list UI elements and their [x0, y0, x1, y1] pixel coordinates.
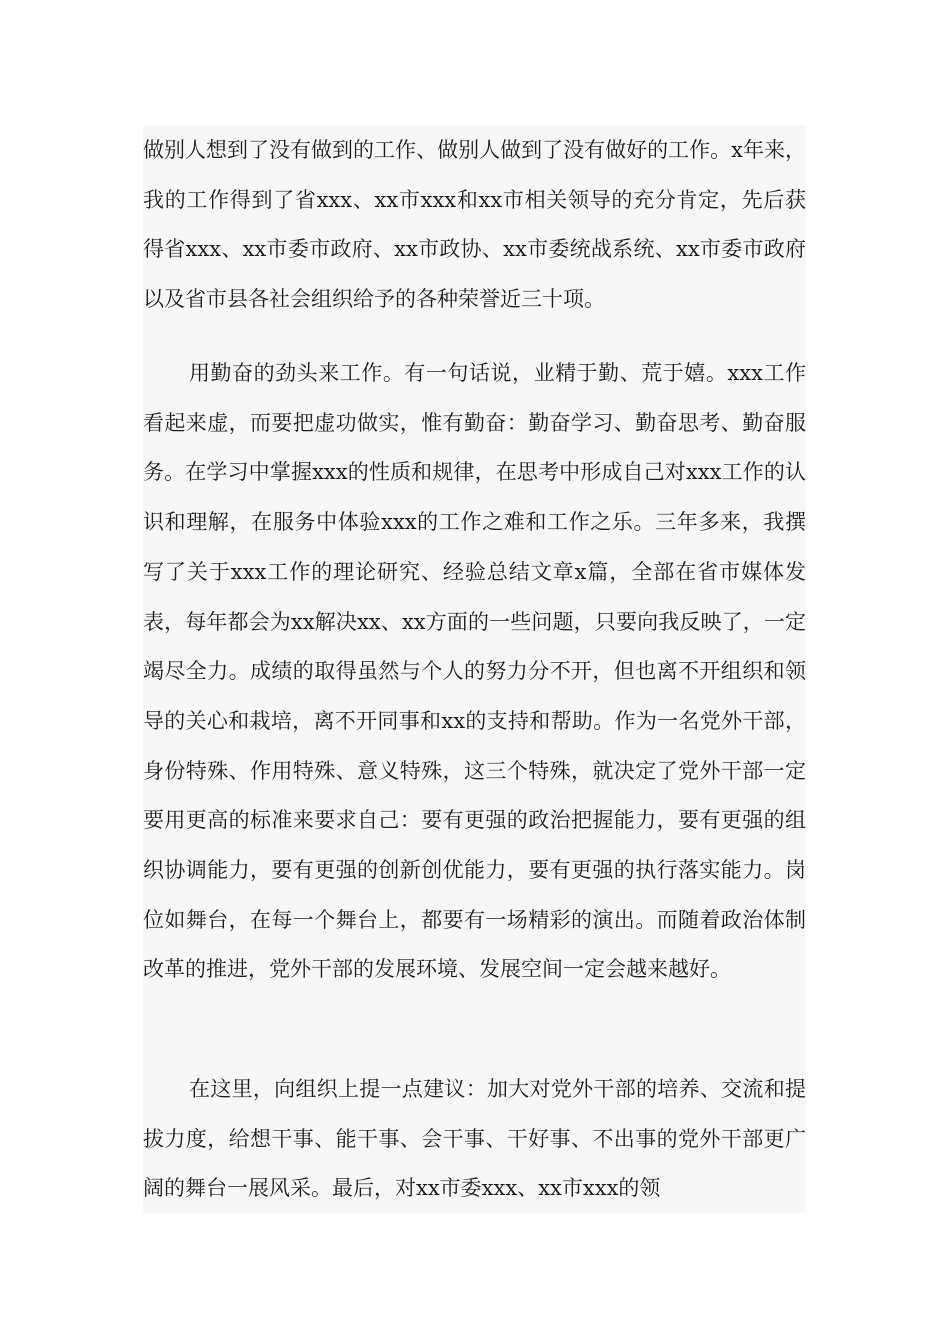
document-body [143, 125, 806, 1213]
paragraph-2: 用勤奋的劲头来工作。有一句话说，业精于勤、荒于嬉。xxx工作看起来虚，而要把虚功做实，惟有勤奋：勤奋学习、勤奋思考、勤奋服务。在学习中掌握xxx的性质和规律，在思考中形成自己对xxx工作的认识和理解，在服务中体验xxx的工作之难和工作之乐。三年多来，我撰写了关于xxx工作的理论研究、经验总结文章x篇，全部在省市媒体发表，每年都会为xx解决xx、xx方面的一些问题，只要向我反映了，一定竭尽全力。成绩的取得虽然与个人的努力分不开，但也离不开组织和领导的关心和栽培，离不开同事和xx的支持和帮助。作为一名党外干部，身份特殊、作用特殊、意义特殊，这三个特殊，就决定了党外干部一定要用更高的标准来要求自己：要有更强的政治把握能力，要有更强的组织协调能力，要有更强的创新创优能力，要有更强的执行落实能力。岗位如舞台，在每一个舞台上，都要有一场精彩的演出。而随着政治体制改革的推进，党外干部的发展环境、发展空间一定会越来越好。 [143, 361, 806, 982]
paragraph-1: 做别人想到了没有做到的工作、做别人做到了没有做好的工作。x年来，我的工作得到了省xxx、xx市xxx和xx市相关领导的充分肯定，先后获得省xxx、xx市委市政府、xx市政协、xx市委统战系统、xx市委市政府以及省市县各社会组织给予的各种荣誉近三十项。 [143, 138, 806, 312]
paragraph-3: 在这里，向组织上提一点建议：加大对党外干部的培养、交流和提拔力度，给想干事、能干事、会干事、干好事、不出事的党外干部更广阔的舞台一展风采。最后，对xx市委xxx、xx市xxx的领 [143, 1077, 806, 1201]
